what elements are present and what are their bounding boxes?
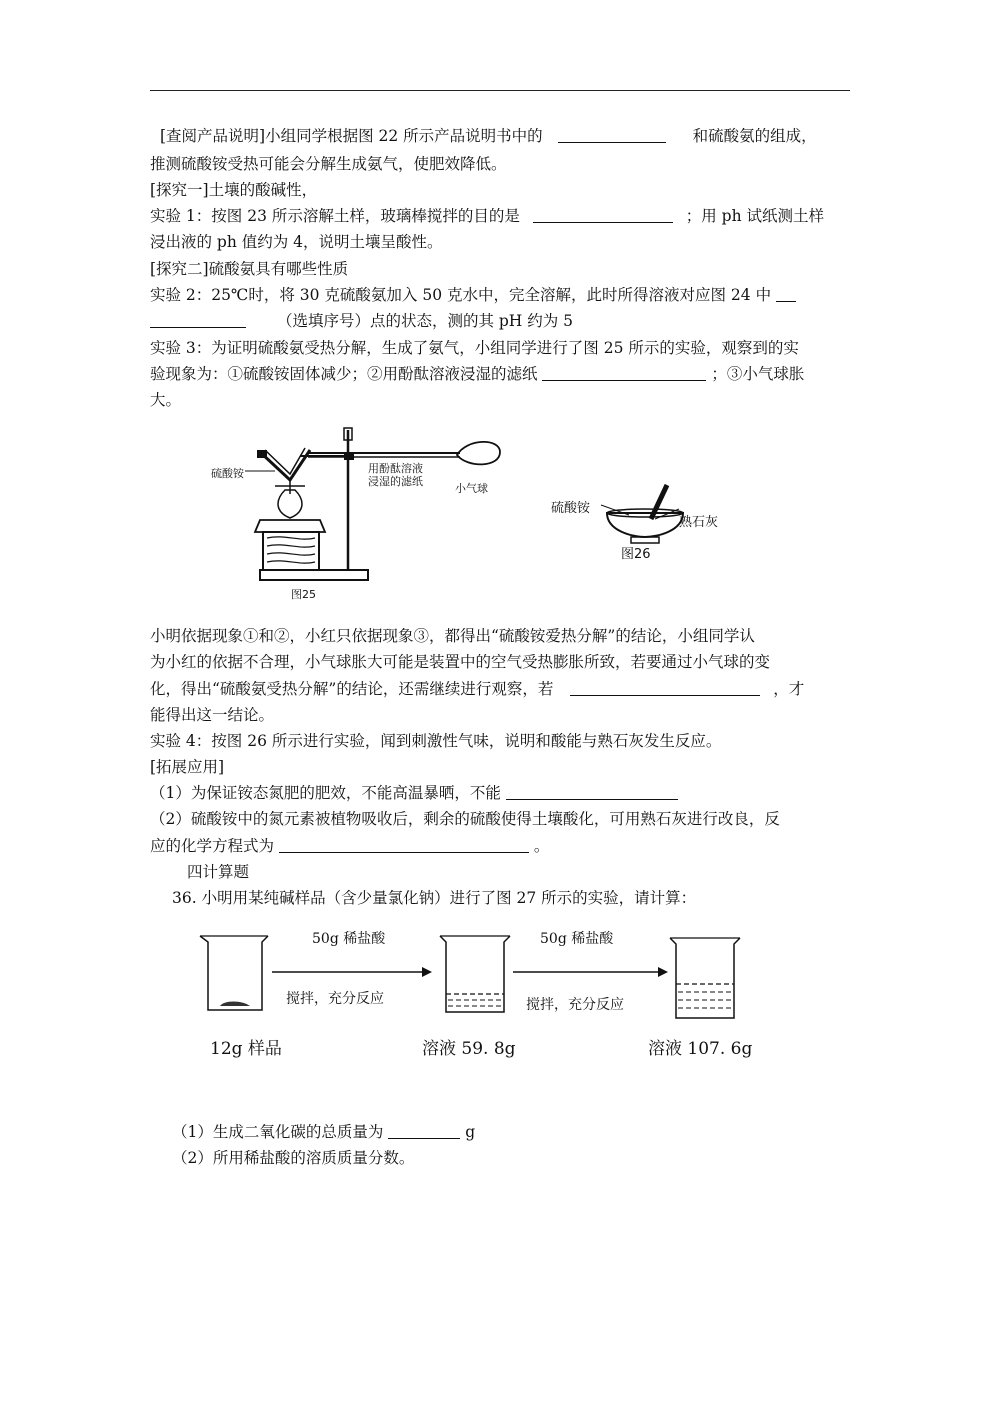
expand-q2-line2 (150, 836, 860, 856)
header-rule (150, 90, 850, 91)
expand-q2-text-b: 应的化学方程式为 (150, 837, 275, 855)
answer-blank-5[interactable] (570, 679, 760, 696)
para1-line1 (160, 126, 870, 146)
calc-q1-unit: g (465, 1123, 476, 1141)
fig26-caption: 图26 (621, 547, 651, 562)
fig25-label-reagent: 硫酸铵 (211, 467, 244, 480)
exp3-line1: 实验 3：为证明硫酸氨受热分解，生成了氨气，小组同学进行了图 25 所示的实验，观察到的实 (150, 339, 799, 357)
fig25-label-paper-1: 用酚酞溶液 (368, 462, 423, 475)
exp3-text-b: 验现象为：①硫酸铵固体减少；②用酚酞溶液浸湿的滤纸 (150, 365, 538, 383)
para2-text-d: ，才 (773, 680, 805, 698)
calc-q2: （2）所用稀盐酸的溶质质量分数。 (172, 1149, 415, 1167)
exp1-line2: 浸出液的 ph 值约为 4，说明土壤呈酸性。 (150, 233, 443, 251)
answer-blank-8[interactable] (388, 1122, 460, 1139)
fig25-label-paper-2: 浸湿的滤纸 (368, 475, 423, 488)
question-36: 36. 小明用某纯碱样品（含少量氯化钠）进行了图 27 所示的实验，请计算： (172, 889, 697, 907)
exp2-text-a: 实验 2：25℃时，将 30 克硫酸氨加入 50 克水中，完全溶解，此时所得溶液对应图 24 中 (150, 286, 772, 304)
answer-blank-3a[interactable] (776, 285, 796, 302)
fig27-caption-solution-1: 溶液 59. 8g (422, 1039, 516, 1059)
exp3-line3: 大。 (150, 391, 182, 409)
calc-q1-text: （1）生成二氧化碳的总质量为 (172, 1123, 384, 1141)
para1-line2: 推测硫酸铵受热可能会分解生成氨气，使肥效降低。 (150, 155, 507, 173)
figure-27 (190, 920, 810, 1065)
fig25-caption: 图25 (291, 588, 316, 601)
answer-blank-2[interactable] (533, 206, 673, 223)
para2-line4: 能得出这一结论。 (150, 706, 275, 724)
para2-text-c: 化，得出“硫酸氨受热分解”的结论，还需继续进行观察，若 (150, 680, 554, 698)
answer-blank-4[interactable] (542, 364, 706, 381)
section4-title: 四计算题 (187, 863, 250, 881)
para2-line2: 为小红的依据不合理，小气球胀大可能是装置中的空气受热膨胀所致，若要通过小气球的变 (150, 653, 771, 671)
fig27-arrow2-bottom-label: 搅拌，充分反应 (526, 997, 624, 1013)
para1-text-b: 和硫酸氨的组成， (692, 127, 817, 145)
exp3-line2 (150, 364, 860, 384)
exp1-text-b: ；用 ph 试纸测土样 (685, 207, 825, 225)
para2-line1: 小明依据现象①和②，小红只依据现象③，都得出“硫酸铵爱热分解”的结论，小组同学认 (150, 627, 755, 645)
answer-blank-7[interactable] (279, 836, 529, 853)
expand-q2-line1: （2）硫酸铵中的氮元素被植物吸收后，剩余的硫酸使得土壤酸化，可用熟石灰进行改良，反 (150, 810, 780, 828)
figure-25 (205, 420, 505, 605)
answer-blank-3[interactable] (150, 311, 246, 328)
expand-q1 (150, 783, 860, 803)
expand-title: [拓展应用] (150, 758, 225, 776)
exp2-text-b: （选填序号）点的状态，测的其 pH 约为 5 (276, 312, 574, 330)
fig27-arrow2-top-label: 50g 稀盐酸 (540, 931, 614, 947)
exp1-text-a: 实验 1：按图 23 所示溶解土样，玻璃棒搅拌的目的是 (150, 207, 520, 225)
calc-q1 (172, 1122, 882, 1142)
exp4-line: 实验 4：按图 26 所示进行实验，闻到刺激性气味，说明和酸能与熟石灰发生反应。 (150, 732, 722, 750)
fig26-drawing (545, 475, 765, 565)
exp2-line2 (150, 311, 860, 331)
answer-blank-1[interactable] (558, 126, 666, 143)
exp3-text-c: ；③小气球胀 (711, 365, 805, 383)
fig27-arrow1-bottom-label: 搅拌，充分反应 (286, 991, 384, 1007)
fig27-caption-sample: 12g 样品 (210, 1039, 282, 1059)
fig27-caption-solution-2: 溶液 107. 6g (648, 1039, 753, 1059)
exp1-line1 (150, 206, 860, 226)
exp2-line1 (150, 285, 860, 305)
fig25-drawing (205, 420, 505, 605)
answer-blank-6[interactable] (506, 783, 678, 800)
fig26-label-left: 硫酸铵 (551, 501, 591, 516)
expand-q1-text: （1）为保证铵态氮肥的肥效，不能高温暴晒，不能 (150, 784, 501, 802)
fig27-arrow1-top-label: 50g 稀盐酸 (312, 931, 386, 947)
fig26-label-right: 熟石灰 (679, 515, 719, 530)
fig25-label-balloon: 小气球 (455, 482, 488, 495)
para2-line3 (150, 679, 860, 699)
expand-q2-text-c: 。 (533, 837, 550, 855)
figure-26 (545, 475, 765, 565)
para1-text-a: [查阅产品说明]小组同学根据图 22 所示产品说明书中的 (160, 127, 543, 145)
explore1-title: [探究一]土壤的酸碱性， (150, 181, 318, 199)
explore2-title: [探究二]硫酸氨具有哪些性质 (150, 260, 349, 278)
